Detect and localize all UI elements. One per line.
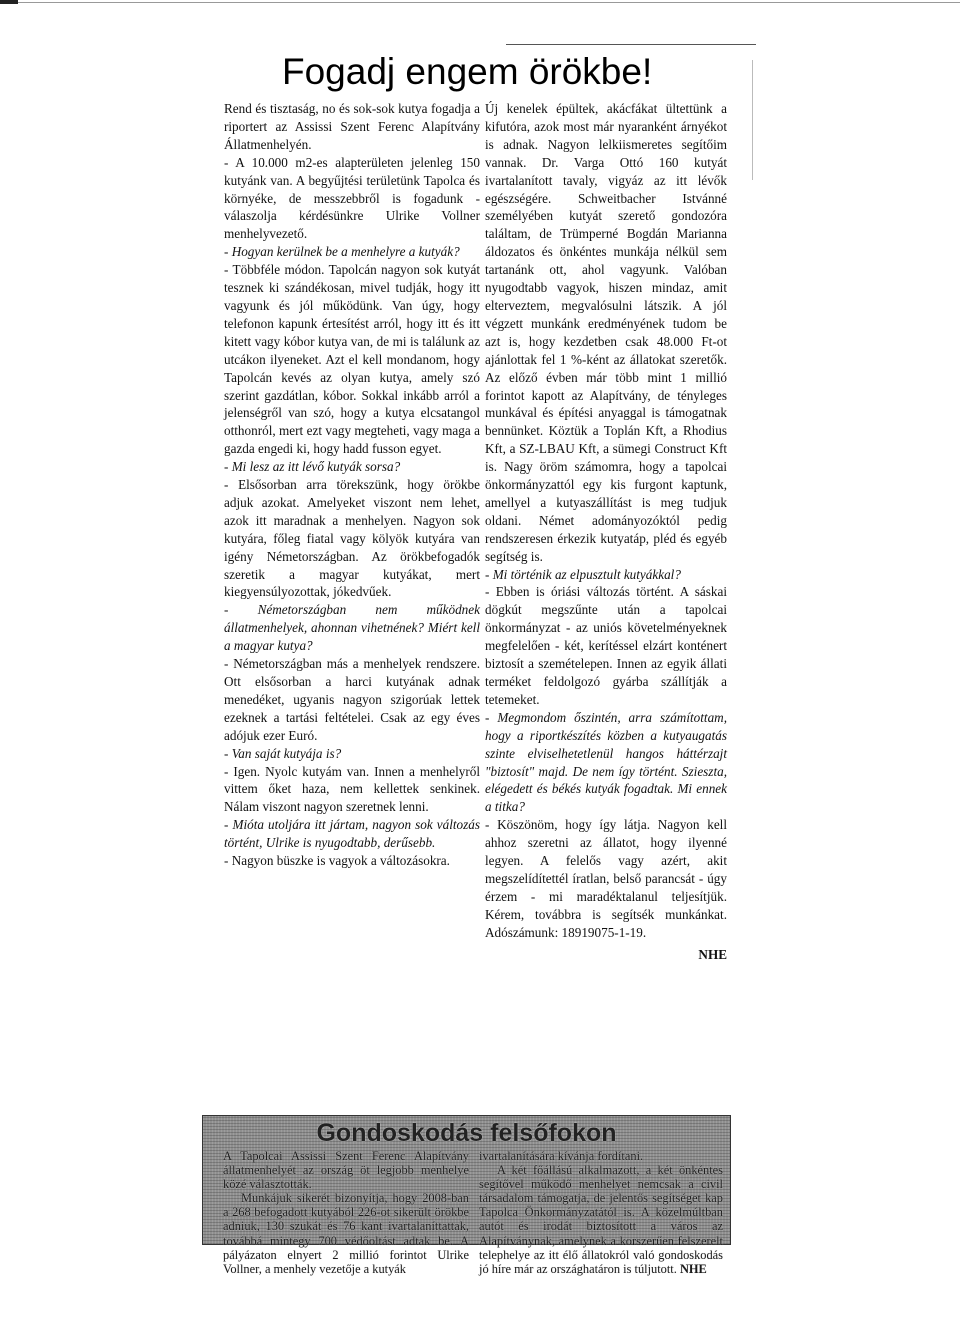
article-left-column [224, 100, 480, 870]
box-paragraph: ivartalanítására kívánja fordítani. [479, 1149, 644, 1163]
box-paragraph: Munkájuk sikerét bizonyítja, hogy 2008-ban a 268 befogadott kutyából 226-ot sikerült örökbe adniuk, 130 szukát és 76 kant ivartalaníttattak, továbbá mintegy 700 védőoltást adtak be. A pályázaton elnyert 2 millió forintot Ulrike Vollner, a menhely vezetője a kutyák [223, 1191, 469, 1276]
box-right-column [479, 1149, 723, 1276]
box-title: Gondoskodás felsőfokon [316, 1119, 617, 1147]
interview-question: - Németországban nem működnek állatmenhelyek, ahonnan vihetnének? Miért kell a magyar kutya? [224, 602, 480, 654]
article-paragraph: - Nagyon büszke is vagyok a változásokra. [224, 853, 450, 869]
article-paragraph: - Elsősorban arra törekszünk, hogy örökbe adjuk azokat. Amelyeket viszont nem lehet, azok itt maradnak a menhelyen. Nagyon sok kutyára, főleg fiatal vagy kölyök kutyára van igény Németországban. Az örökbefogadók szeretik a magyar kutyákat, mert kiegyensúlyozottak, jókedvűek. [224, 477, 480, 600]
article-paragraph: Rend és tisztaság, no és sok-sok kutya fogadja a riportert az Assissi Szent Ferenc Alapítvány Állatmenhelyén. [224, 101, 480, 152]
article-signature: NHE [698, 946, 727, 962]
interview-question: - Hogyan kerülnek be a menhelyre a kutyák? [224, 244, 460, 260]
article-paragraph: - Ebben is óriási változás történt. A sáskai dögkút megszűnte után a tapolcai önkormányzat - az uniós követelményeknek megfelelően - két, kerítéssel elzárt konténert biztosít a szemételepen. Innen az egyik állati terméket feldolgozó gyárba szállítják a tetemeket. [485, 584, 727, 707]
article-paragraph: - A 10.000 m2-es alapterületen jelenleg 150 kutyánk van. A begyűjtési területünk Tapolca és környéke, de messzebbről is fogadunk - válaszolja kérdésünkre Ulrike Vollner menhelyvezető. [224, 154, 480, 242]
article-title: Fogadj engem örökbe! [282, 51, 653, 92]
article-paragraph: - Többféle módon. Tapolcán nagyon sok kutyát tesznek ki szándékosan, mivel tudják, hogy itt vagyunk és jól működünk. Van úgy, hogy telefonon kapunk értesítést arról, hogy itt és itt kitett vagy kóbor kutya van, de mi is találunk az utcákon ilyeneket. Azt el kell mondanom, hogy Tapolcán kevés az olyan kutya, amely szó szerint gazdátlan, kóbor. Sokkal inkább arról a jelenségről van szó, hogy a kutya elcsatangol otthonról, mert ezt vagy megteheti, vagy maga a gazda engedi ki, hogy hadd fusson egyet. [224, 262, 480, 457]
article-right-column [485, 100, 727, 964]
scan-corner-mark [0, 0, 18, 4]
interview-question: - Mióta utoljára itt jártam, nagyon sok változás történt, Ulrike is nyugodtabb, derűsebb. [224, 817, 480, 851]
box-paragraph: A két főállású alkalmazott, a két önkéntes segítővel működő menhelyet nemcsak a civil társadalom támogatja, de jelentős segítséget kap Tapolca Önkormányzatától is. A közelmúltban autót és irodát biztosított a város az Alapítványnak, amelynek a korszerűen felszerelt telephelye az itt élő állatokról való gondoskodás jó híre már az országhatáron is túljutott. NHE [479, 1163, 723, 1276]
interview-question: - Mi történik az elpusztult kutyákkal? [485, 566, 681, 582]
box-signature: NHE [676, 1261, 707, 1276]
sidebar-box [202, 1115, 731, 1276]
scan-top-line [0, 2, 960, 3]
box-left-column [223, 1149, 469, 1276]
article-paragraph: - Igen. Nyolc kutyám van. Innen a menhelyről vittem őket haza, nem kellettek senkinek. Nálam viszont nagyon szeretnek lenni. [224, 763, 480, 815]
article-paragraph: - Köszönöm, hogy így látja. Nagyon kell ahhoz szeretni az állatot, hogy ilyenné legyen. A felelős vagy azért, akit megszelídítettél íratlan, belső parancsát - úgy érzem - mi maradéktalanul teljesítjük. Kérem, továbbra is segítsék munkánkat. Adószámunk: 18919075-1-19. [485, 817, 727, 940]
header-rule [506, 44, 756, 45]
interview-question: - Megmondom őszintén, arra számítottam, hogy a riportkészítés közben a kutyaugatás szinte elviselhetetlenül hangos háttérzajt "biztosít" majd. De nem így történt. Szieszta, elégedett és békés kutyák fogadtak. Mi ennek a titka? [485, 709, 727, 815]
interview-question: - Van saját kutyája is? [224, 745, 342, 761]
interview-question: - Mi lesz az itt lévő kutyák sorsa? [224, 459, 401, 475]
box-paragraph: A Tapolcai Assissi Szent Ferenc Alapítvány állatmenhelyét az ország öt legjobb menhelye közé választották. [223, 1149, 469, 1192]
article-paragraph: - Németországban más a menhelyek rendszere. Ott elsősorban a harci kutyának adnak menedéket, ugyanis nagyon szigorúak lettek ezeknek a tartási feltételei. Csak az egy éves adójuk ezer Euró. [224, 656, 480, 743]
article-paragraph: Új kenelek épültek, akácfákat ültettünk a kifutóra, azok most már nyaranként árnyékot is adnak. Nagyon lelkiismeretes segítőim vannak. Dr. Varga Ottó 160 kutyát ivartalanított tavaly, vigyáz az itt lévők egészségére. Schweitbacher Istvánné személyében kutyát szerető gondozóra találtam, de Trümperné Bogdán Marianna áldozatos és önkéntes munkája nélkül sem tartanánk ott, ahol vagyunk. Valóban nyugodtabb vagyok, hiszen mindaz, amit elterveztem, megvalósulni látszik. A jól végzett munkánk eredményének tudom be azt is, hogy kezdetben csak 48.000 Ft-ot ajánlottak fel 1 %-ként az állatokat szeretők. Az előző évben már több mint 1 millió forintot kapott az Alapítvány, de tényleges munkával és építési anyaggal is támogatnak bennünket. Köztük a Toplán Kft, a Rhodius Kft, a SZ-LBAU Kft, a sümegi Construct Kft is. Nagy öröm számomra, hogy a tapolcai önkormányzattól egy kis furgont kaptunk, amellyel a kutyaszállítást is meg tudjuk oldani. Német adományozóktól pedig rendszeresen érkezik kutyatáp, pléd és egyéb segítség is. [485, 101, 727, 564]
margin-rule [752, 60, 753, 180]
